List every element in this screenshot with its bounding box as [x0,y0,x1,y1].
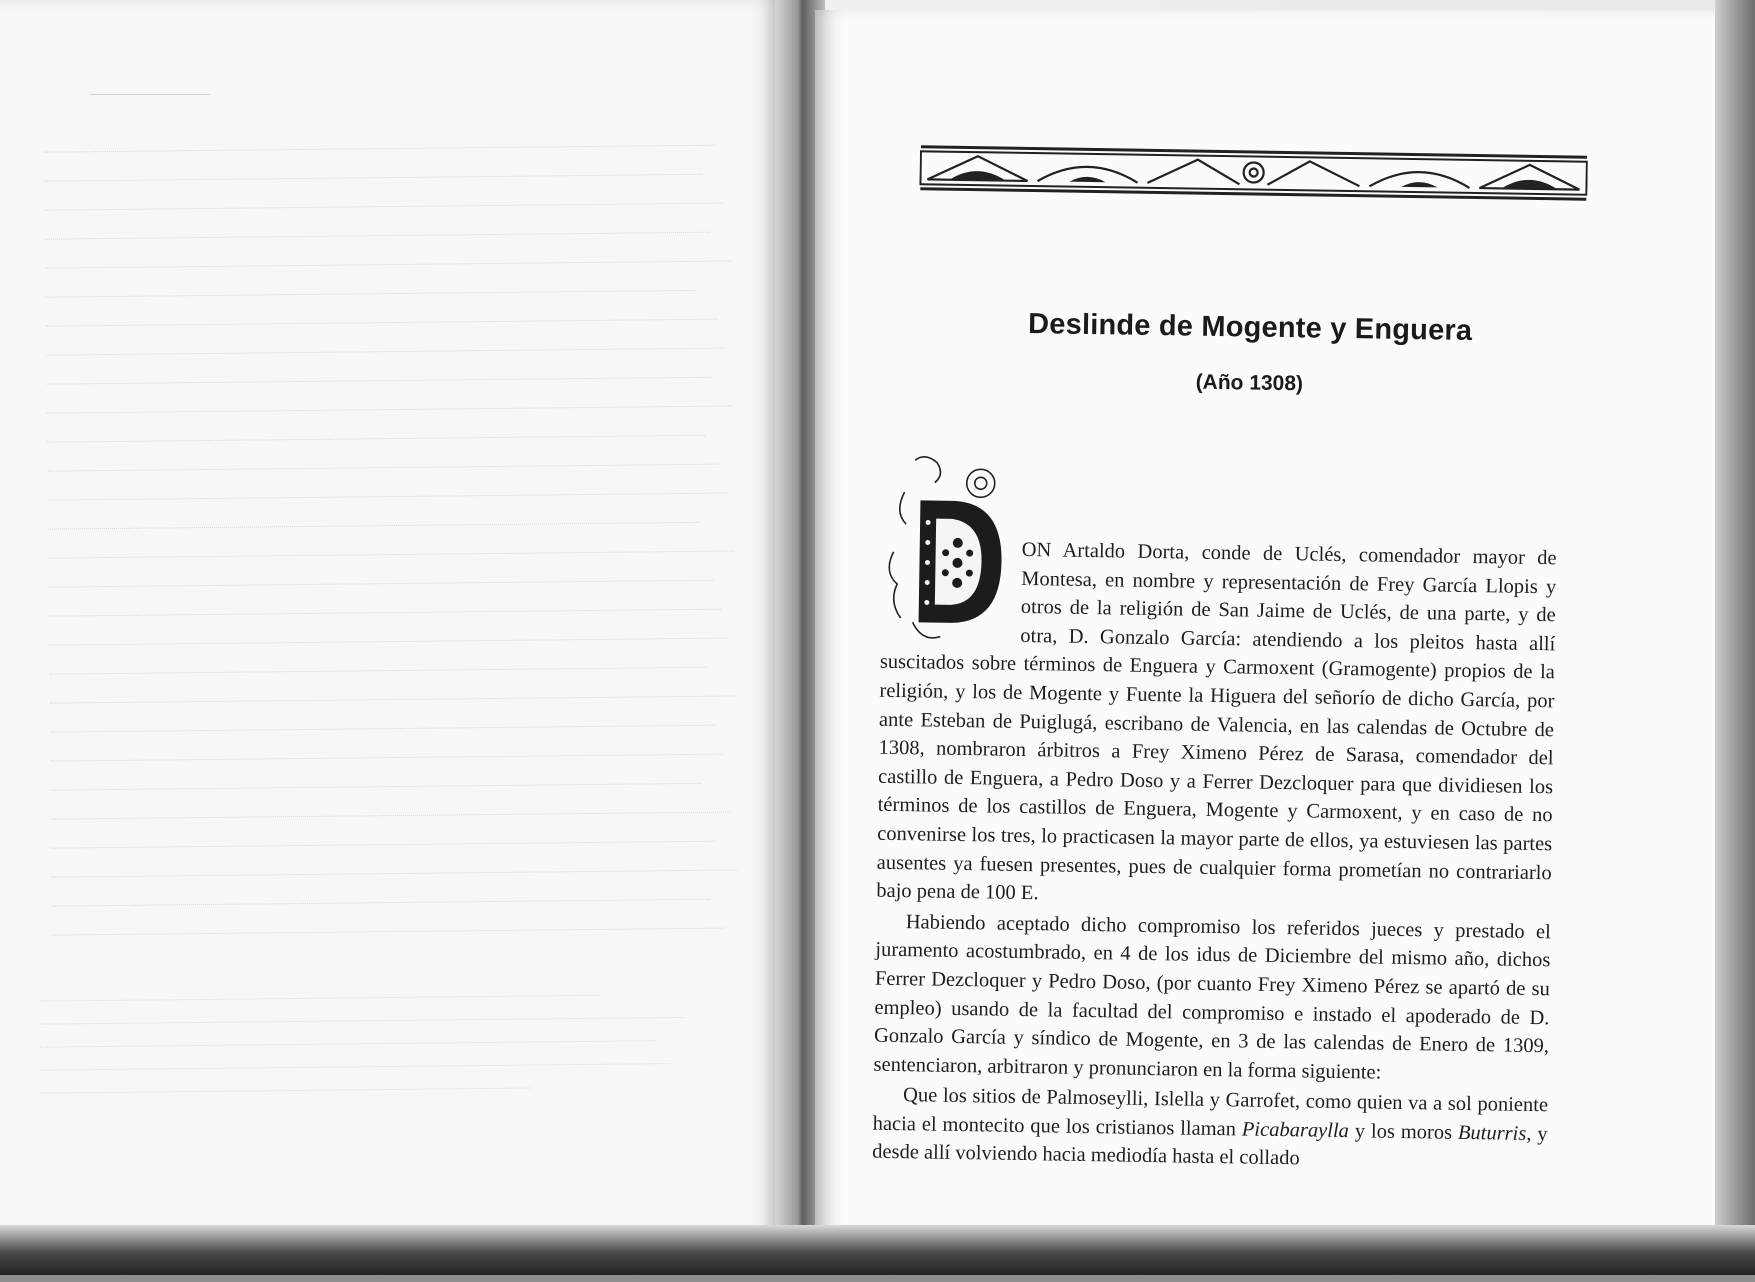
paragraph-3-part-2: y los moros [1348,1120,1459,1144]
first-word-rest: ON [1021,538,1052,562]
page-title: Deslinde de Mogente y Enguera [1027,308,1473,347]
page-subtitle: (Año 1308) [1195,370,1304,396]
ornamental-header-band [919,139,1588,205]
bottom-shadow [0,1225,1755,1275]
paragraph-3 [872,1081,1548,1177]
paragraph-3-part-3: , y desde allí volviendo hacia mediodía hasta el collado [872,1122,1548,1170]
paragraph-3-part-1: Que los sitios de Palmoseylli, Islella y Garrofet, como quien va a sol poniente hacia el montecito que los cristianos llaman [872,1084,1549,1141]
dropcap-spacer [880,532,1022,644]
paragraph-1-text: Artaldo Dorta, conde de Uclés, comendador mayor de Montesa, en nombre y representación de Frey García Llopis y otros de la religión de San Jaime de Uclés, de una parte, y de otra, D. Gonzalo García: atendiendo a los pleitos hasta allí suscitados sobre términos de Enguera y Carmoxent (Gramogente) propios de la religión, y los de Mogente y Fuente la Higuera del señorío de dicho García, por ante Esteban de Puiglugá, escribano de Valencia, en las calendas de Octubre de 1308, nombraron árbitros a Frey Ximeno Pérez de Sarasa, comendador del castillo de Enguera, a Pedro Doso y a Ferrer Dezcloquer para que dividiesen los términos de los castillos de Enguera, Mogente y Carmoxent, y en caso de no convenirse los tres, lo practicasen la mayor parte de ellos, ya estuviesen las partes ausentes ya fuesen presentes, pues de cualquier forma prometían no contrariarlo bajo pena de 100 E. [876,539,1557,905]
place-name-buturris: Buturris [1457,1121,1527,1145]
paragraph-2: Habiendo aceptado dicho compromiso los referidos jueces y prestado el juramento acostumbrado, en 4 de los idus de Diciembre del mismo año, dichos Ferrer Dezcloquer y Pedro Doso, (por cuanto Frey Ximeno Pérez se apartó de su empleo) usando de la facultad del compromiso e instado el apoderado de D. Gonzalo García y síndico de Mogente, en 3 de las calendas de Enero de 1309, sentenciaron, arbitraron y pronunciaron en la forma siguiente: [873,910,1551,1084]
place-name-picabaraylla: Picabaraylla [1241,1118,1350,1143]
body-text [872,534,1557,1178]
paragraph-1 [876,534,1557,916]
